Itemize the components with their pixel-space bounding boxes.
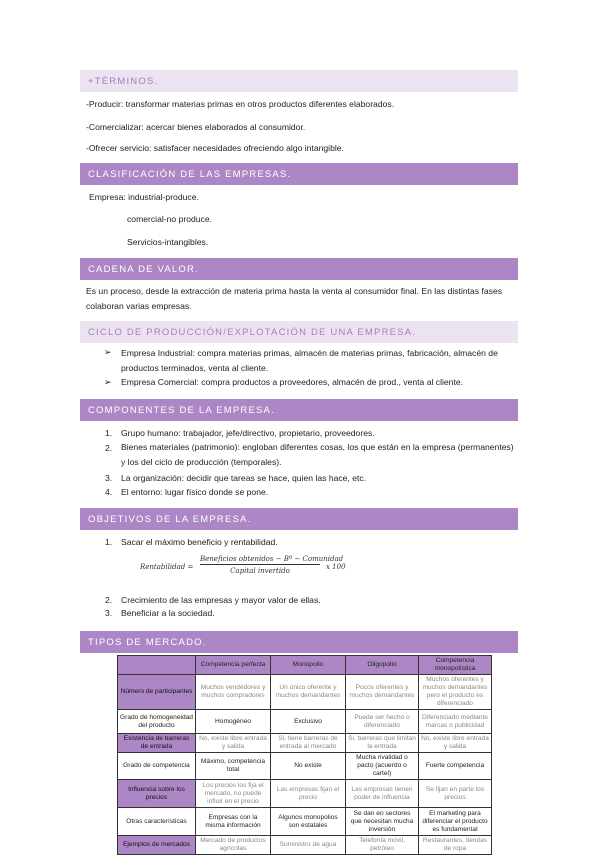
- table-cell: Las empresas fijan el precio: [271, 780, 346, 808]
- list-number: 1.: [105, 537, 113, 547]
- table-row-header: Existencia de barreras de entrada: [118, 734, 196, 753]
- list-number: 4.: [105, 487, 113, 497]
- table-cell: Telefonía móvil, petróleo: [346, 836, 419, 855]
- table-row: [118, 675, 492, 710]
- table-cell: Diferenciado mediante marcas o publicidad: [419, 710, 492, 734]
- section-header-objetivos: [80, 508, 518, 530]
- arrow-bullet-icon: ➢: [104, 347, 112, 357]
- componente-organizacion: La organización: decidir que tareas se hace, quien las hace, etc.: [121, 473, 367, 483]
- table-row: [118, 836, 492, 855]
- table-cell: Se fijan en parte los precios: [419, 780, 492, 808]
- term-comercializar: -Comercializar: acercar bienes elaborados al consumidor.: [86, 122, 306, 132]
- table-cell: No, existe libre entrada y salida: [196, 734, 271, 753]
- table-row-header: Influencia sobre los precios: [118, 780, 196, 808]
- section-header-terminos: [80, 70, 518, 92]
- section-header-clasificacion: [80, 163, 518, 185]
- section-header-componentes: [80, 399, 518, 421]
- formula-numerator: Beneficios obtenidos − Bº − Comunidad: [200, 555, 344, 563]
- arrow-bullet-icon: ➢: [104, 377, 112, 387]
- table-cell: Puede ser hecho o diferenciado: [346, 710, 419, 734]
- table-cell: Los precios los fija el mercado, no puede influir en el precio: [196, 780, 271, 808]
- table-cell: Si, tiene barreras de entrada al mercado: [271, 734, 346, 753]
- section-title: OBJETIVOS DE LA EMPRESA.: [88, 513, 252, 525]
- table-cell: Empresas con la misma información: [196, 808, 271, 836]
- section-title: +TÉRMINOS.: [88, 75, 159, 87]
- table-cell: Fuerte competencia: [419, 753, 492, 780]
- section-header-ciclo: [80, 321, 518, 343]
- table-cell: Restaurantes, tiendas de ropa: [419, 836, 492, 855]
- table-cell: Suministro de agua: [271, 836, 346, 855]
- componente-bienes-materiales: Bienes materiales (patrimonio): engloban diferentes cosas, los que están en la empresa (permanentes) y los del ciclo de producción (temporales).: [121, 442, 514, 467]
- table-cell: Algunos monopolios son estatales: [271, 808, 346, 836]
- table-cell: Si, barreras que limitan la entrada: [346, 734, 419, 753]
- list-number: 3.: [105, 608, 113, 618]
- section-header-cadena: [80, 258, 518, 280]
- section-header-tipos: [80, 631, 518, 653]
- table-cell: No, existe libre entrada y salida: [419, 734, 492, 753]
- ciclo-industrial: Empresa Industrial: compra materias primas, almacén de materias primas, fabricación, almacén de productos terminados, venta al cliente.: [121, 348, 498, 373]
- table-cell: Se dan en sectores que necesitan mucha inversión: [346, 808, 419, 836]
- table-cell: Mercado de productos agrícolas: [196, 836, 271, 855]
- table-row-header: Número de participantes: [118, 675, 196, 710]
- objetivo-crecimiento: Crecimiento de las empresas y mayor valor de ellas.: [121, 595, 321, 605]
- term-ofrecer-servicio: -Ofrecer servicio: satisfacer necesidades ofreciendo algo intangible.: [86, 143, 344, 153]
- table-cell: Máximo, competencia total: [196, 753, 271, 780]
- table-row-header: Otras características: [118, 808, 196, 836]
- table-header-cell: Competencia perfecta: [196, 656, 271, 675]
- list-number: 2.: [105, 443, 113, 453]
- objetivo-sociedad: Beneficiar a la sociedad.: [121, 608, 215, 618]
- term-producir: -Producir: transformar materias primas en otros productos diferentes elaborados.: [86, 99, 395, 109]
- table-row: [118, 780, 492, 808]
- table-row: [118, 710, 492, 734]
- formula-denominator: Capital invertido: [230, 567, 290, 575]
- table-header-row: [118, 656, 492, 675]
- table-header-cell: Oligopolio: [346, 656, 419, 675]
- list-number: 2.: [105, 595, 113, 605]
- formula-lhs: Rentabilidad =: [140, 563, 194, 571]
- table-header-cell: Monopolio: [271, 656, 346, 675]
- table-cell: Muchos vendedores y muchos compradores: [196, 675, 271, 710]
- table-row-header: Ejemplos de mercados: [118, 836, 196, 855]
- clasificacion-servicios: Servicios-intangibles.: [127, 237, 209, 247]
- section-title: TIPOS DE MERCADO.: [88, 636, 207, 648]
- table-cell: Pocos oferentes y muchos demandantes: [346, 675, 419, 710]
- table-header-cell: [118, 656, 196, 675]
- table-cell: Mucha rivalidad o pacto (acuerdo o cartel): [346, 753, 419, 780]
- table-cell: Un único oferente y muchos demandantes: [271, 675, 346, 710]
- formula-multiplier: x 100: [326, 563, 346, 571]
- table-header-cell: Competencia monopolística: [419, 656, 492, 675]
- componente-entorno: El entorno: lugar físico donde se pone.: [121, 487, 269, 497]
- table-row-header: Grado de homogeneidad del producto: [118, 710, 196, 734]
- ciclo-comercial: Empresa Comercial: compra productos a proveedores, almacén de prod., venta al cliente.: [121, 377, 464, 387]
- table-row: [118, 734, 492, 753]
- list-number: 1.: [105, 428, 113, 438]
- table-cell: Las empresas tienen poder de influencia: [346, 780, 419, 808]
- section-title: CICLO DE PRODUCCIÓN/EXPLOTACIÓN DE UNA EMPRESA.: [88, 326, 417, 338]
- table-row-header: Grado de competencia: [118, 753, 196, 780]
- list-number: 3.: [105, 473, 113, 483]
- table-row: [118, 753, 492, 780]
- clasificacion-comercial: comercial-no produce.: [127, 214, 213, 224]
- rentabilidad-formula: [140, 552, 350, 582]
- formula-fraction-bar: [200, 564, 320, 565]
- objetivo-beneficio: Sacar el máximo beneficio y rentabilidad.: [121, 537, 278, 547]
- table-cell: Exclusivo: [271, 710, 346, 734]
- market-types-table: [117, 655, 492, 855]
- clasificacion-industrial: Empresa: industrial-produce.: [89, 192, 199, 202]
- section-title: CADENA DE VALOR.: [88, 263, 199, 275]
- table-cell: No existe: [271, 753, 346, 780]
- table-cell: Homogéneo: [196, 710, 271, 734]
- section-title: COMPONENTES DE LA EMPRESA.: [88, 404, 275, 416]
- table-cell: El marketing para diferenciar el producto es fundamental: [419, 808, 492, 836]
- table-cell: Muchos oferentes y muchos demandantes pero el producto es diferenciado: [419, 675, 492, 710]
- section-title: CLASIFICACIÓN DE LAS EMPRESAS.: [88, 168, 292, 180]
- table-row: [118, 808, 492, 836]
- componente-grupo-humano: Grupo humano: trabajador, jefe/directivo, propietario, proveedores.: [121, 428, 375, 438]
- cadena-paragraph: Es un proceso, desde la extracción de materia prima hasta la venta al consumidor final. En las distintas fases colaboran varias empresas.: [86, 286, 503, 311]
